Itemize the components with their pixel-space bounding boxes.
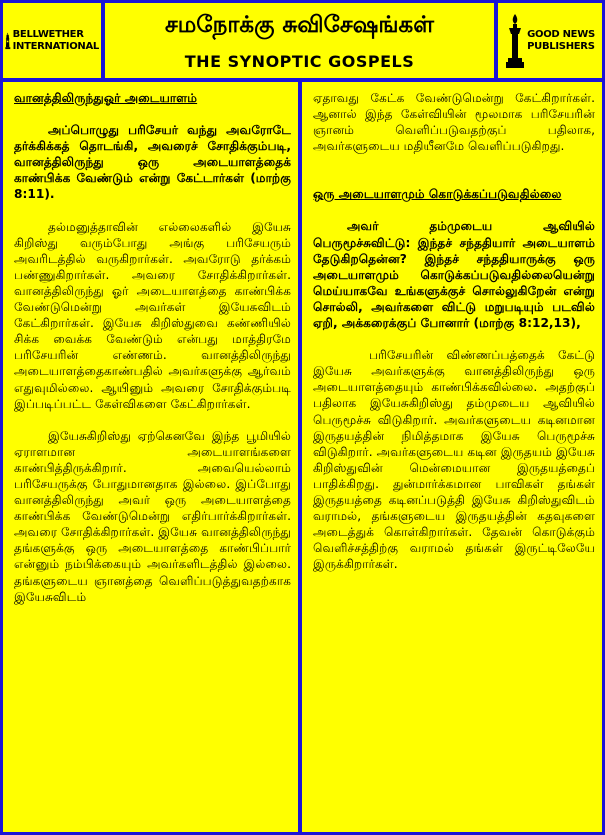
- paragraph: பரிசேயரின் விண்ணப்பத்தைக் கேட்டு இயேசு அவர்களுக்கு வானத்திலிருந்து ஒரு அடையாளத்தையும் காண்பிக்கவில்லை. அதற்குப் பதிலாக இயேசுகிறிஸ்து தம்முடைய ஆவியில் பெருமூச்சு விடுகிறார். அவர்களுடைய கடினமான இருதயத்தின் நிமித்தமாக இயேசு பெருமூச்சு விடுகிறார். அவர்களுடைய கடின இருதயம் இயேசு கிறிஸ்துவின் மென்மையான இருதயத்தைப் பாதிக்கிறது. துன்மார்க்கமான பாவிகள் தங்கள் இருதயத்தை கடினப்படுத்தி இயேசு கிறிஸ்துவிடம் வராமல், தங்களுடைய இருதயத்தின் கதவுகளை அடைத்துக் கொள்கிறார்கள். தேவன் கொடுக்கும் வெளிச்சத்திற்கு வராமல் தங்கள் இருட்டிலேயே இருக்கிறார்கள்.: [313, 348, 595, 572]
- scripture-quote-mark-8-11: அப்பொழுது பரிசேயர் வந்து அவரோடே தர்க்கிக்கத் தொடங்கி, அவரைச் சோதிக்கும்படி, வானத்திலிருந்து ஒரு அடையாளத்தைக் காண்பிக்க வேண்டும் என்று கேட்டார்கள் (மாற்கு 8:11).: [14, 123, 291, 202]
- section-heading-no-sign-given: ஒரு அடையாளமும் கொடுக்கப்படுவதில்லை: [313, 187, 562, 202]
- right-column: [302, 82, 602, 832]
- section-heading-sign-from-heaven: வானத்திலிருந்துஓர் அடையாளம்: [14, 91, 198, 105]
- publisher-left-line1: BELLWETHER: [12, 28, 84, 40]
- title-english: THE SYNOPTIC GOSPELS: [184, 52, 415, 71]
- bellwether-logo: [3, 3, 101, 78]
- title-tamil: சமநோக்கு சுவிசேஷங்கள்: [165, 12, 434, 38]
- paragraph: ஏதாவது கேட்க வேண்டுமென்று கேட்கிறார்கள். ஆனால் இந்த கேள்வியின் மூலமாக பரிசேயரின் ஞானம் வெளிப்படுவதற்குப் பதிலாக, அவர்களுடைய மதியீனமே வெளிப்படுகிறது.: [313, 91, 595, 154]
- publisher-left-name: [13, 29, 99, 53]
- paragraph: தல்மனுத்தாவின் எல்லைகளில் இயேசு கிறிஸ்து வரும்போது அங்கு பரிசேயரும் அவரிடத்தில் வருகிறார்கள். அவரோடு தர்க்கம் பண்ணுகிறார்கள். அவரை சோதிக்கிறார்கள். வானத்திலிருந்து ஓர் அடையாளத்தை காண்பிக்க வேண்டுமென்று அவர்கள் இயேசுவிடம் கேட்கிறார்கள். இயேசு கிறிஸ்துவை கண்ணியில் சிக்க வைக்க வேண்டும் என்பது மாத்திரமே பரிசேயரின் எண்ணம். வானத்திலிருந்து அடையாளத்தைகாண்பதில் அவர்களுக்கு ஆர்வம் எதுவுமில்லை. ஆயினும் அவரை சோதிக்கும்படி இப்படிப்பட்ட கேள்விகளை கேட்கிறார்கள்.: [14, 219, 291, 411]
- publisher-right-name: [527, 29, 595, 53]
- publisher-left-line2: INTERNATIONAL: [12, 40, 99, 52]
- lamp-icon: [505, 14, 525, 68]
- title-panel: [105, 3, 494, 78]
- bell-tower-icon: [5, 15, 11, 67]
- left-column: [3, 82, 298, 832]
- scripture-quote-mark-8-12-13: அவர் தம்முடைய ஆவியில் பெருமூச்சுவிட்டு: இந்தச் சந்ததியார் அடையாளம் தேடுகிறதென்ன? இந்தச் சந்ததியாருக்கு ஒரு அடையாளமும் கொடுக்கப்படுவதில்லையென்று மெய்யாகவே உங்களுக்குச் சொல்லுகிறேன் என்று சொல்லி, அவர்களை விட்டு மறுபடியும் படவில் ஏறி, அக்கரைக்குப் போனார் (மாற்கு 8:12,13),: [313, 219, 595, 331]
- paragraph: இயேசுகிறிஸ்து ஏற்கெனவே இந்த பூமியில் ஏராளமான அடையாளங்களை காண்பித்திருக்கிறார். அவையெல்லாம் பரிசேயருக்கு போதுமானதாக இல்லை. இப்போது வானத்திலிருந்து அவர் ஒரு அடையாளத்தை காண்பிக்க வேண்டுமென்று எதிர்பார்க்கிறார்கள். அவரை சோதிக்கிறார்கள். இயேசு வானத்திலிருந்து தங்களுக்கு ஒரு அடையாளத்தை காண்பிப்பார் என்னும் நம்பிக்கையும் அவர்களிடத்தில் இல்லை. தங்களுடைய ஞானத்தை வெளிப்படுத்துவதற்காக இயேசுவிடம்: [14, 428, 291, 604]
- good-news-logo: [498, 3, 602, 78]
- publisher-right-line2: PUBLISHERS: [527, 40, 595, 52]
- publisher-right-line1: GOOD NEWS: [527, 28, 595, 40]
